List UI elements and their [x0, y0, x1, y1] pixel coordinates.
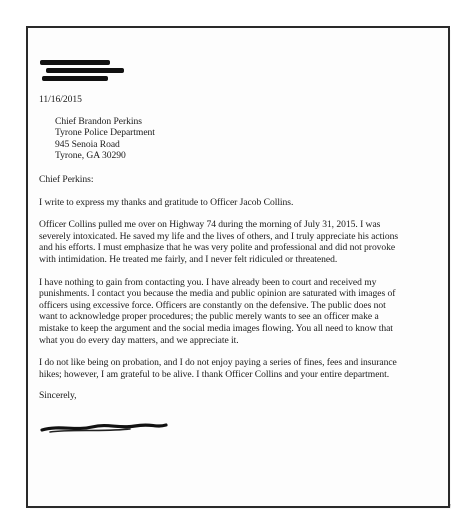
paragraph-line: Officer Collins pulled me over on Highway 74 during the morning of July 31, 2015. I was	[39, 219, 381, 231]
paragraph	[39, 197, 439, 209]
recipient-line: Tyrone Police Department	[55, 127, 155, 139]
recipient-line: Chief Brandon Perkins	[55, 115, 142, 127]
paragraph-line: mistake to keep the argument and the social media images flowing. You all need to know that	[39, 322, 393, 334]
paragraph	[39, 277, 439, 347]
paragraph-line: officers using excessive force. Officers are constantly on the defensive. The public does not	[39, 299, 386, 311]
letter-body	[39, 94, 439, 402]
letter-date: 11/16/2015	[39, 94, 82, 105]
paragraph-line: I do not like being on probation, and I do not enjoy paying a series of fines, fees and insurance	[39, 357, 397, 369]
recipient-line: Tyrone, GA 30290	[55, 150, 126, 162]
paragraph-line: want to acknowledge proper procedures; the public merely wants to see an officer make a	[39, 311, 379, 323]
paragraph-line: what you do every day matters, and we appreciate it.	[39, 334, 239, 346]
paragraph-line: I have nothing to gain from contacting you. I have already been to court and received my	[39, 276, 377, 288]
redacted-sender-block	[40, 60, 124, 86]
paragraph	[39, 357, 439, 380]
paragraph-line: hikes; however, I am grateful to be alive. I thank Officer Collins and your entire department.	[39, 368, 390, 380]
redacted-signature	[40, 419, 170, 435]
paragraph-line: I write to express my thanks and gratitude to Officer Jacob Collins.	[39, 196, 294, 208]
recipient-address	[39, 116, 439, 162]
paragraph-line: severely intoxicated. He saved my life and the lives of others, and I truly appreciate his actions	[39, 230, 399, 242]
paragraph-line: punishments. I contact you because the media and public opinion are saturated with images of	[39, 288, 396, 300]
paragraph	[39, 219, 439, 265]
recipient-line: 945 Senoia Road	[55, 138, 120, 150]
paragraph-line: and his efforts. I must emphasize that he was very polite and professional and did not provoke	[39, 242, 396, 254]
salutation: Chief Perkins:	[39, 173, 94, 185]
paragraph-line: with intimidation. He treated me fairly, and I never felt ridiculed or threatened.	[39, 253, 338, 265]
closing: Sincerely,	[39, 390, 77, 402]
